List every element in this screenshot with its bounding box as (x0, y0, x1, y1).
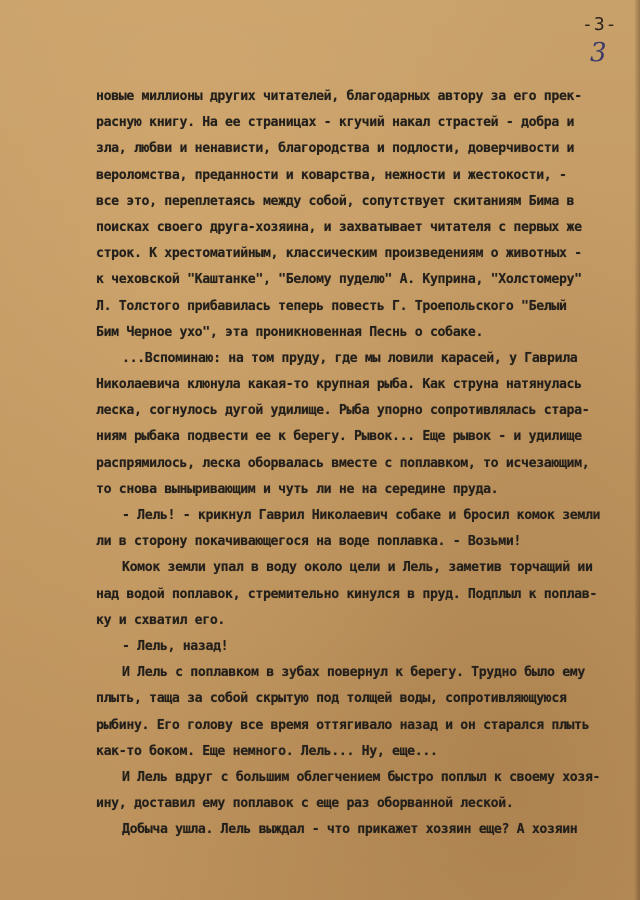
text-line: строк. К хрестоматийным, классическим произведениям о животных - (96, 246, 582, 262)
text-line: над водой поплавок, стремительно кинулся в пруд. Подплыл к поплав- (96, 586, 597, 602)
text-line: леска, согнулось дугой удилище. Рыба упорно сопротивлялась стара- (96, 403, 590, 419)
text-line: рыбину. Его голову все время оттягивало назад и он старался плыть (96, 717, 590, 733)
text-line: к чеховской "Каштанке", "Белому пуделю" А. Куприна, "Холстомеру" (96, 272, 582, 288)
text-line: ниям рыбака подвести ее к берегу. Рывок... Еще рывок - и удилище (96, 429, 582, 445)
text-line: новые миллионы других читателей, благодарных автору за его прек- (96, 89, 582, 104)
body-text (96, 84, 632, 843)
text-line: - Лель! - крикнул Гаврил Николаевич собаке и бросил комок земли (122, 508, 601, 523)
text-line: И Лель с поплавком в зубах повернул к берегу. Трудно было ему (122, 665, 585, 681)
text-line: вероломства, преданности и коварства, нежности и жестокости, - (96, 167, 567, 183)
text-line: Бим Черное ухо", эта проникновенная Песнь о собаке. (96, 324, 484, 340)
text-line: поисках своего друга-хозяина, и захватывает читателя с первых же (96, 219, 582, 235)
text-line: распрямилось, леска оборвалась вместе с поплавком, то исчезающим, (96, 455, 590, 471)
text-line: все это, переплетаясь между собой, сопутствует скитаниям Бима в (96, 193, 575, 209)
handwritten-page-number: 3 (590, 38, 607, 68)
page-edge-shadow (634, 0, 640, 900)
text-line: ину, доставил ему поплавок с еще раз оборванной леской. (96, 796, 514, 812)
text-line: ли в сторону покачивающегося на воде поплавка. - Возьми! (96, 534, 522, 550)
text-line: плыть, таща за собой скрытую под толщей воды, сопротивляющуюся (96, 691, 567, 707)
text-line: Комок земли упал в воду около цели и Лель, заметив торчащий ии (122, 560, 593, 576)
text-line: ...Вспоминаю: на том пруду, где мы ловили карасей, у Гаврила (122, 350, 578, 366)
text-line: как-то боком. Еще немного. Лель... Ну, еще... (96, 743, 438, 759)
text-line: Николаевича клюнула какая-то крупная рыба. Как струна натянулась (96, 377, 582, 393)
text-line: то снова выныривающим и чуть ли не на середине пруда. (96, 481, 499, 497)
text-line: - Лель, назад! (122, 638, 229, 654)
text-line: зла, любви и ненависти, благородства и подлости, доверчивости и (96, 141, 575, 157)
text-line: Л. Толстого прибавилась теперь повесть Г. Троепольского "Белый (96, 298, 567, 314)
text-line: Добыча ушла. Лель выждал - что прикажет хозяин еще? А хозяин (122, 822, 578, 838)
text-line: расную книгу. На ее страницах - кгучий накал страстей - добра и (96, 115, 575, 131)
text-line: ку и схватил его. (96, 612, 226, 628)
text-line: И Лель вдруг с большим облегчением быстро поплыл к своему хозя- (122, 769, 601, 785)
page-number: -3- (582, 14, 618, 35)
